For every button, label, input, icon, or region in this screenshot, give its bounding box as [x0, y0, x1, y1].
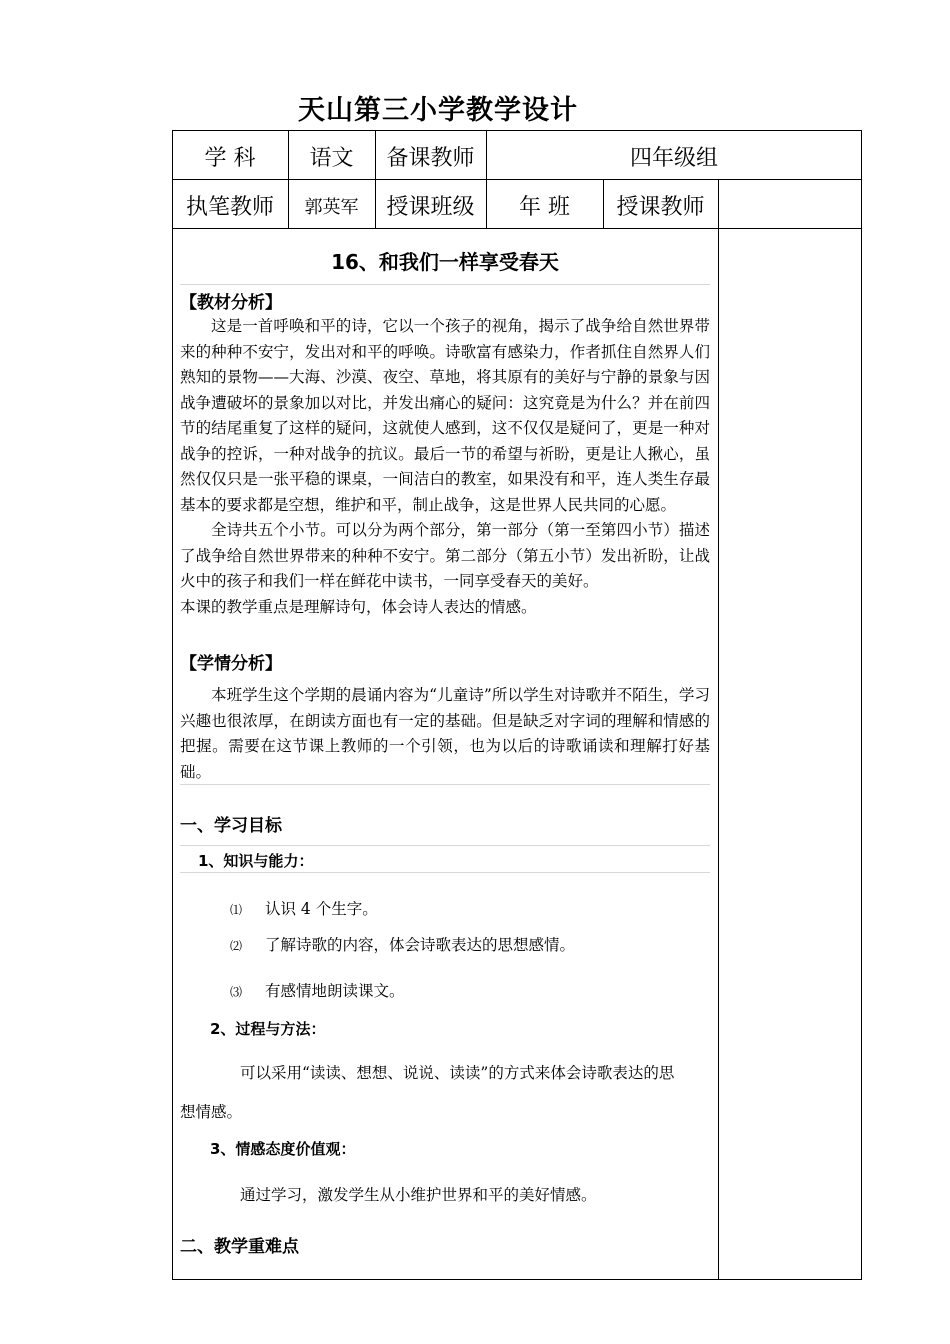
process-text: 想情感。 [180, 1103, 243, 1121]
writer-value: 郭英军 [304, 197, 359, 218]
textbook-analysis [180, 314, 710, 620]
objective-item [230, 897, 378, 919]
item-number: ⑵ [230, 939, 243, 953]
class-value: 年 班 [519, 195, 570, 220]
emotion-heading: 3、情感态度价值观： [210, 1140, 356, 1158]
item-text: 有感情地朗读课文。 [265, 982, 405, 1000]
lesson-title: 16、和我们一样享受春天 [331, 250, 559, 274]
objective-item [230, 933, 575, 955]
item-number: ⑴ [230, 903, 243, 917]
prep-teacher-label: 备课教师 [386, 146, 475, 171]
divider [180, 872, 710, 873]
divider [180, 845, 710, 846]
key-points-heading: 二、教学重难点 [180, 1237, 299, 1257]
page-title: 天山第三小学教学设计 [298, 95, 578, 126]
table-row-divider [172, 228, 862, 229]
learner-paragraph: 本班学生这个学期的晨诵内容为“儿童诗”所以学生对诗歌并不陌生，学习兴趣也很浓厚，在朗读方面也有一定的基础。但是缺乏对字词的理解和情感的把握。需要在这节课上教师的一个引领，也为以后的诗歌诵读和理解打好基础。 [180, 686, 710, 781]
textbook-paragraph: 全诗共五个小节。可以分为两个部分，第一部分（第一至第四小节）描述了战争给自然世界带来的种种不安宁。第二部分（第五小节）发出祈盼，让战火中的孩子和我们一样在鲜花中读书，一同享受春天的美好。 [180, 521, 710, 590]
writer-label: 执笔教师 [185, 195, 274, 220]
teacher-label: 授课教师 [616, 195, 705, 220]
table-col-divider [718, 179, 719, 1280]
learner-analysis [180, 683, 710, 785]
textbook-paragraph: 本课的教学重点是理解诗句，体会诗人表达的情感。 [180, 597, 537, 616]
item-text: 认识 4 个生字。 [265, 900, 378, 918]
process-text: 可以采用“读读、想想、说说、读读”的方式来体会诗歌表达的思 [240, 1064, 675, 1082]
item-number: ⑶ [230, 985, 243, 999]
class-label: 授课班级 [386, 195, 475, 220]
learner-analysis-heading: 【学情分析】 [180, 654, 282, 674]
subject-label: 学 科 [204, 146, 256, 171]
textbook-analysis-heading: 【教材分析】 [180, 293, 282, 313]
divider [180, 784, 710, 785]
divider [180, 284, 710, 285]
table-row-divider [172, 179, 862, 180]
process-heading: 2、过程与方法： [210, 1020, 326, 1038]
textbook-paragraph: 这是一首呼唤和平的诗，它以一个孩子的视角，揭示了战争给自然世界带来的种种不安宁，发出对和平的呼唤。诗歌富有感染力，作者抓住自然界人们熟知的景物——大海、沙漠、夜空、草地，将其原有的美好与宁静的景象与因战争遭破坏的景象加以对比，并发出痛心的疑问：这究竟是为什么？并在前四节的结尾重复了这样的疑问，这就使人感到，这不仅仅是疑问了，更是一种对战争的控诉，一种对战争的抗议。最后一节的希望与祈盼，更是让人揪心，虽然仅仅只是一张平稳的课桌，一间洁白的教室，如果没有和平，连人类生存最基本的要求都是空想，维护和平，制止战争，这是世界人民共同的心愿。 [180, 317, 710, 514]
knowledge-heading: 1、知识与能力： [198, 852, 314, 870]
prep-teacher-value: 四年级组 [629, 146, 718, 171]
subject-value: 语文 [309, 146, 354, 171]
objective-item [230, 979, 405, 1001]
emotion-text: 通过学习，激发学生从小维护世界和平的美好情感。 [240, 1186, 597, 1204]
objectives-heading: 一、学习目标 [180, 816, 282, 836]
item-text: 了解诗歌的内容，体会诗歌表达的思想感情。 [265, 936, 576, 954]
